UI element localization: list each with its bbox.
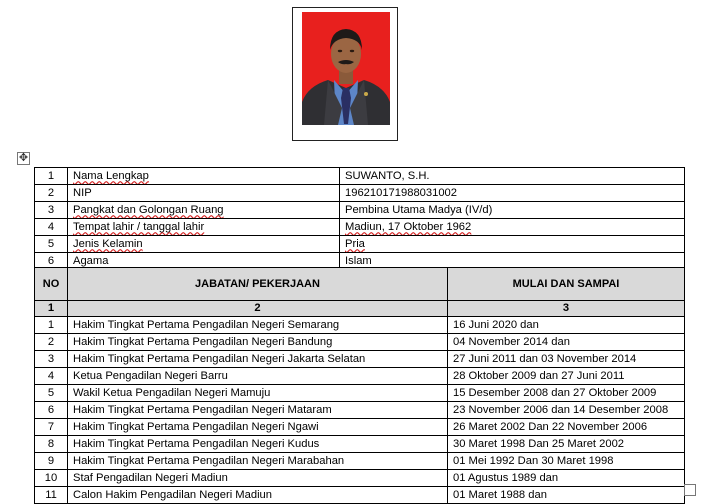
biodata-row (35, 168, 685, 185)
position-cell: Hakim Tingkat Pertama Pengadilan Negeri Bandung (68, 334, 448, 351)
subheader-period: 3 (448, 301, 685, 317)
field-value: Islam (340, 253, 685, 270)
position-cell: Hakim Tingkat Pertama Pengadilan Negeri Kudus (68, 436, 448, 453)
period-cell: 28 Oktober 2009 dan 27 Juni 2011 (448, 368, 685, 385)
career-row (35, 419, 685, 436)
career-row (35, 436, 685, 453)
period-cell: 15 Desember 2008 dan 27 Oktober 2009 (448, 385, 685, 402)
biodata-row (35, 202, 685, 219)
career-row (35, 385, 685, 402)
row-number: 2 (35, 185, 68, 202)
header-no: NO (35, 268, 68, 301)
row-number: 7 (35, 419, 68, 436)
row-number: 8 (35, 436, 68, 453)
career-row (35, 334, 685, 351)
career-subheader-row (35, 301, 685, 317)
row-number: 1 (35, 168, 68, 185)
period-cell: 04 November 2014 dan (448, 334, 685, 351)
row-number: 4 (35, 368, 68, 385)
field-label: Nama Lengkap (68, 168, 340, 185)
field-label: Jenis Kelamin (68, 236, 340, 253)
position-cell: Ketua Pengadilan Negeri Barru (68, 368, 448, 385)
portrait-frame (292, 7, 398, 141)
field-label: Pangkat dan Golongan Ruang (68, 202, 340, 219)
career-header-row (35, 268, 685, 301)
period-cell: 27 Juni 2011 dan 03 November 2014 (448, 351, 685, 368)
field-value: 196210171988031002 (340, 185, 685, 202)
career-row (35, 317, 685, 334)
position-cell: Hakim Tingkat Pertama Pengadilan Negeri Semarang (68, 317, 448, 334)
career-row (35, 402, 685, 419)
period-cell: 26 Maret 2002 Dan 22 November 2006 (448, 419, 685, 436)
row-number: 5 (35, 236, 68, 253)
subheader-position: 2 (68, 301, 448, 317)
field-value: Madiun, 17 Oktober 1962 (340, 219, 685, 236)
portrait-illustration (302, 12, 390, 125)
biodata-row (35, 236, 685, 253)
career-table (34, 267, 685, 504)
period-cell: 23 November 2006 dan 14 Desember 2008 (448, 402, 685, 419)
field-value: SUWANTO, S.H. (340, 168, 685, 185)
row-number: 9 (35, 453, 68, 470)
position-cell: Wakil Ketua Pengadilan Negeri Mamuju (68, 385, 448, 402)
row-number: 10 (35, 470, 68, 487)
resize-handle-icon[interactable] (684, 484, 696, 496)
career-row (35, 453, 685, 470)
row-number: 6 (35, 402, 68, 419)
period-cell: 16 Juni 2020 dan (448, 317, 685, 334)
move-arrows-icon[interactable]: ✥ (18, 152, 29, 164)
header-period: MULAI DAN SAMPAI (448, 268, 685, 301)
career-row (35, 368, 685, 385)
row-number: 1 (35, 317, 68, 334)
subheader-no: 1 (35, 301, 68, 317)
position-cell: Hakim Tingkat Pertama Pengadilan Negeri Mataram (68, 402, 448, 419)
biodata-row (35, 185, 685, 202)
row-number: 2 (35, 334, 68, 351)
career-row (35, 487, 685, 504)
career-row (35, 470, 685, 487)
field-label: Agama (68, 253, 340, 270)
row-number: 11 (35, 487, 68, 504)
position-cell: Calon Hakim Pengadilan Negeri Madiun (68, 487, 448, 504)
field-label: NIP (68, 185, 340, 202)
field-value: Pembina Utama Madya (IV/d) (340, 202, 685, 219)
period-cell: 01 Mei 1992 Dan 30 Maret 1998 (448, 453, 685, 470)
position-cell: Hakim Tingkat Pertama Pengadilan Negeri Jakarta Selatan (68, 351, 448, 368)
row-number: 3 (35, 202, 68, 219)
period-cell: 01 Agustus 1989 dan (448, 470, 685, 487)
row-number: 3 (35, 351, 68, 368)
position-cell: Staf Pengadilan Negeri Madiun (68, 470, 448, 487)
header-position: JABATAN/ PEKERJAAN (68, 268, 448, 301)
period-cell: 30 Maret 1998 Dan 25 Maret 2002 (448, 436, 685, 453)
career-row (35, 351, 685, 368)
field-label: Tempat lahir / tanggal lahir (68, 219, 340, 236)
biodata-row (35, 219, 685, 236)
row-number: 5 (35, 385, 68, 402)
period-cell: 01 Maret 1988 dan (448, 487, 685, 504)
field-value: Pria (340, 236, 685, 253)
row-number: 4 (35, 219, 68, 236)
position-cell: Hakim Tingkat Pertama Pengadilan Negeri Marabahan (68, 453, 448, 470)
position-cell: Hakim Tingkat Pertama Pengadilan Negeri Ngawi (68, 419, 448, 436)
portrait-photo (302, 12, 390, 125)
row-number: 6 (35, 253, 68, 270)
biodata-table (34, 167, 685, 270)
